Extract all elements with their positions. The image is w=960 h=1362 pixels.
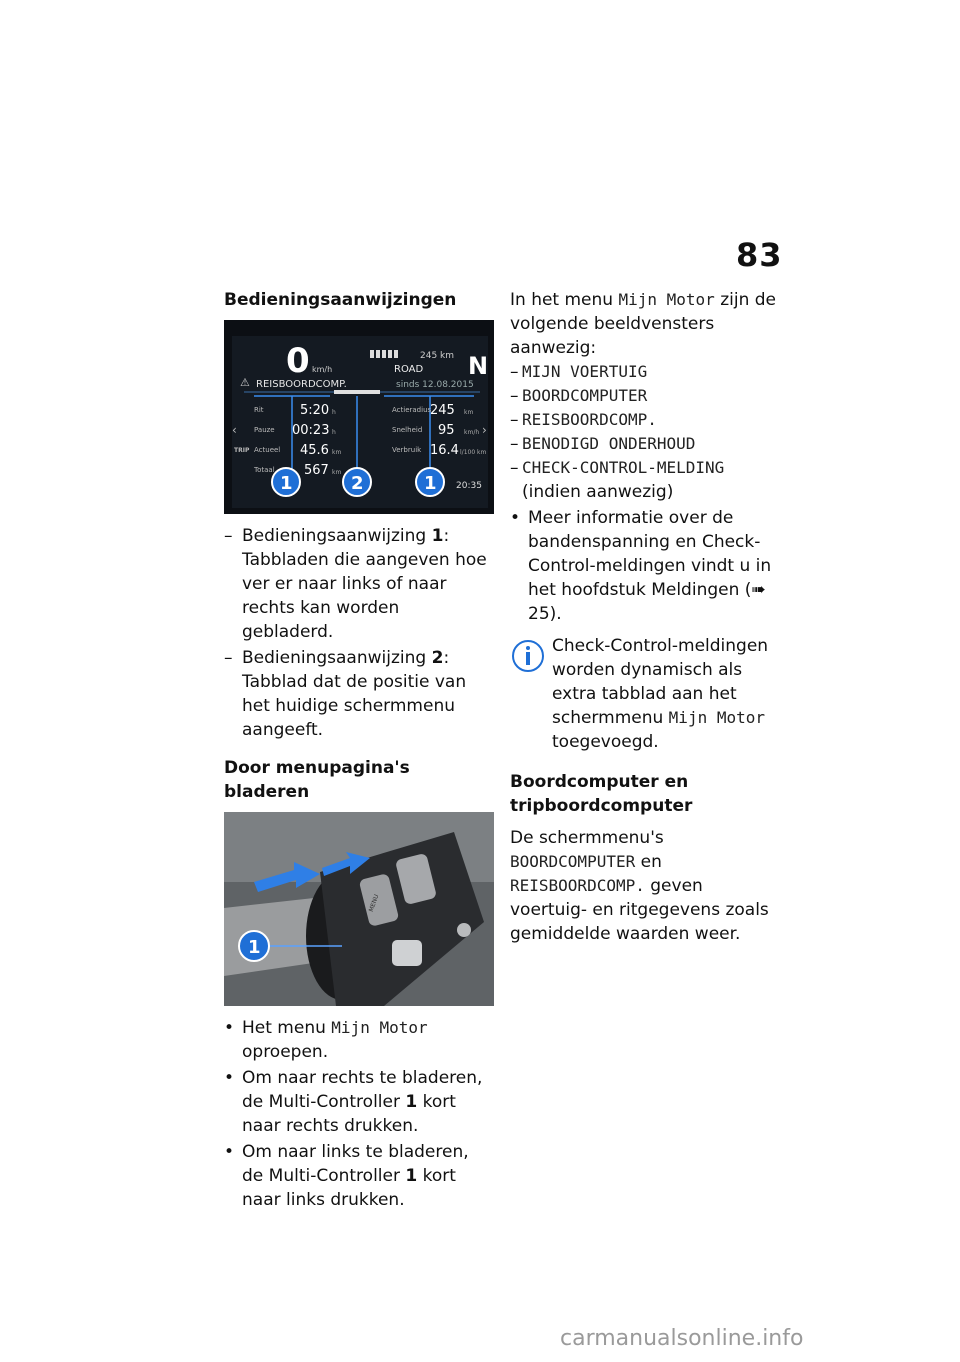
section-heading-scroll-pages: Door menupagina's bladeren [224,758,410,802]
step-list [224,1016,494,1212]
dashboard-display-illustration [224,320,494,514]
section-heading-trip-computer: Boordcomputer en tripboordcomputer [510,772,693,816]
right-column [510,288,782,946]
chevron-right-icon: › [482,423,487,437]
row-value: 5:20 [300,403,330,418]
svg-text:km/h: km/h [464,429,480,436]
svg-text:km: km [464,409,474,416]
hint-list [224,524,494,742]
svg-text:km: km [332,469,342,476]
left-column [224,288,494,1214]
speed-unit: km/h [312,365,333,374]
page-reference: ➠ 25 [528,580,766,624]
list-item: • Om naar rechts te bladeren, de Multi-Controller 1 kort naar rechts drukken. [224,1068,483,1136]
callout-1-left: 1 [280,473,293,494]
watermark: carmanualsonline.info [560,1326,804,1351]
row-label-right: Snelheid [392,426,423,434]
info-text: Check-Control-meldingen worden dynamisch als extra tabblad aan het schermmenu Mijn Motor toegevoegd. [552,636,769,752]
trip-icon: TRIP [234,447,250,454]
list-item: – CHECK-CONTROL-MELDING [510,458,725,478]
list-item: • Meer informatie over de bandenspanning en Check-Control-meldingen vindt u in het hoofdstuk Meldingen (➠ 25). [510,508,772,624]
callout-2: 2 [351,473,364,494]
svg-text:h: h [332,429,336,436]
position-tab [334,390,380,394]
svg-text:h: h [332,409,336,416]
row-label: Rit [254,406,264,414]
section-heading-operating-hints: Bedieningsaanwijzingen [224,290,457,310]
row-value: 45.6 [300,443,329,458]
trip-paragraph: De schermmenu's BOORDCOMPUTER en REISBOORDCOMP. geven voertuig- en ritgegevens zoals gemiddelde waarden weer. [510,828,769,944]
row-value-right: 95 [438,423,455,438]
list-item: – REISBOORDCOMP. [510,410,657,430]
riding-mode: ROAD [394,364,424,375]
gear-indicator: N [468,352,489,380]
range-value: 245 km [420,351,455,361]
info-note [510,634,782,754]
list-item: – MIJN VOERTUIG [510,362,648,382]
handlebar-figure [224,812,494,1006]
menu-note: (indien aanwezig) [522,482,674,502]
menu-list [510,360,782,504]
info-icon [510,638,546,674]
row-label: Pauze [254,426,275,434]
menu-title: REISBOORDCOMP. [256,379,347,390]
callout-1: 1 [248,937,261,958]
svg-text:MENU: MENU [367,893,381,913]
row-label-right: Actieradius [392,406,432,414]
list-item: • Om naar links te bladeren, de Multi-Controller 1 kort naar links drukken. [224,1142,469,1210]
list-item: • Het menu Mijn Motor oproepen. [224,1018,428,1062]
row-value-right: 245 [430,403,455,418]
chevron-left-icon: ‹ [232,423,237,437]
clock: 20:35 [456,481,482,491]
callout-1-right: 1 [424,473,437,494]
row-label: Totaal [254,466,275,474]
row-value: 567 [304,463,329,478]
dashboard-figure [224,320,494,514]
list-item: – Bedieningsaanwijzing 1: Tabbladen die aangeven hoe ver er naar links of naar rechts kan worden gebladerd. [224,526,487,642]
page-number: 83 [736,236,783,274]
intro-paragraph: In het menu Mijn Motor zijn de volgende beeldvensters aanwezig: [510,290,776,358]
warning-icon: ⚠ [240,376,250,389]
row-label-right: Verbruik [392,446,422,454]
multi-controller-illustration [224,812,494,1006]
list-item: – BOORDCOMPUTER [510,386,648,406]
row-value-right: 16.4 [430,443,459,458]
row-label: Actueel [254,446,281,454]
list-item: – BENODIGD ONDERHOUD [510,434,696,454]
svg-text:km: km [332,449,342,456]
since-date: sinds 12.08.2015 [396,380,474,390]
speed-value: 0 [286,341,310,381]
list-item: – Bedieningsaanwijzing 2: Tabblad dat de positie van het huidige schermmenu aangeeft. [224,648,467,740]
row-value: 00:23 [292,423,330,438]
svg-text:l/100 km: l/100 km [460,449,487,456]
